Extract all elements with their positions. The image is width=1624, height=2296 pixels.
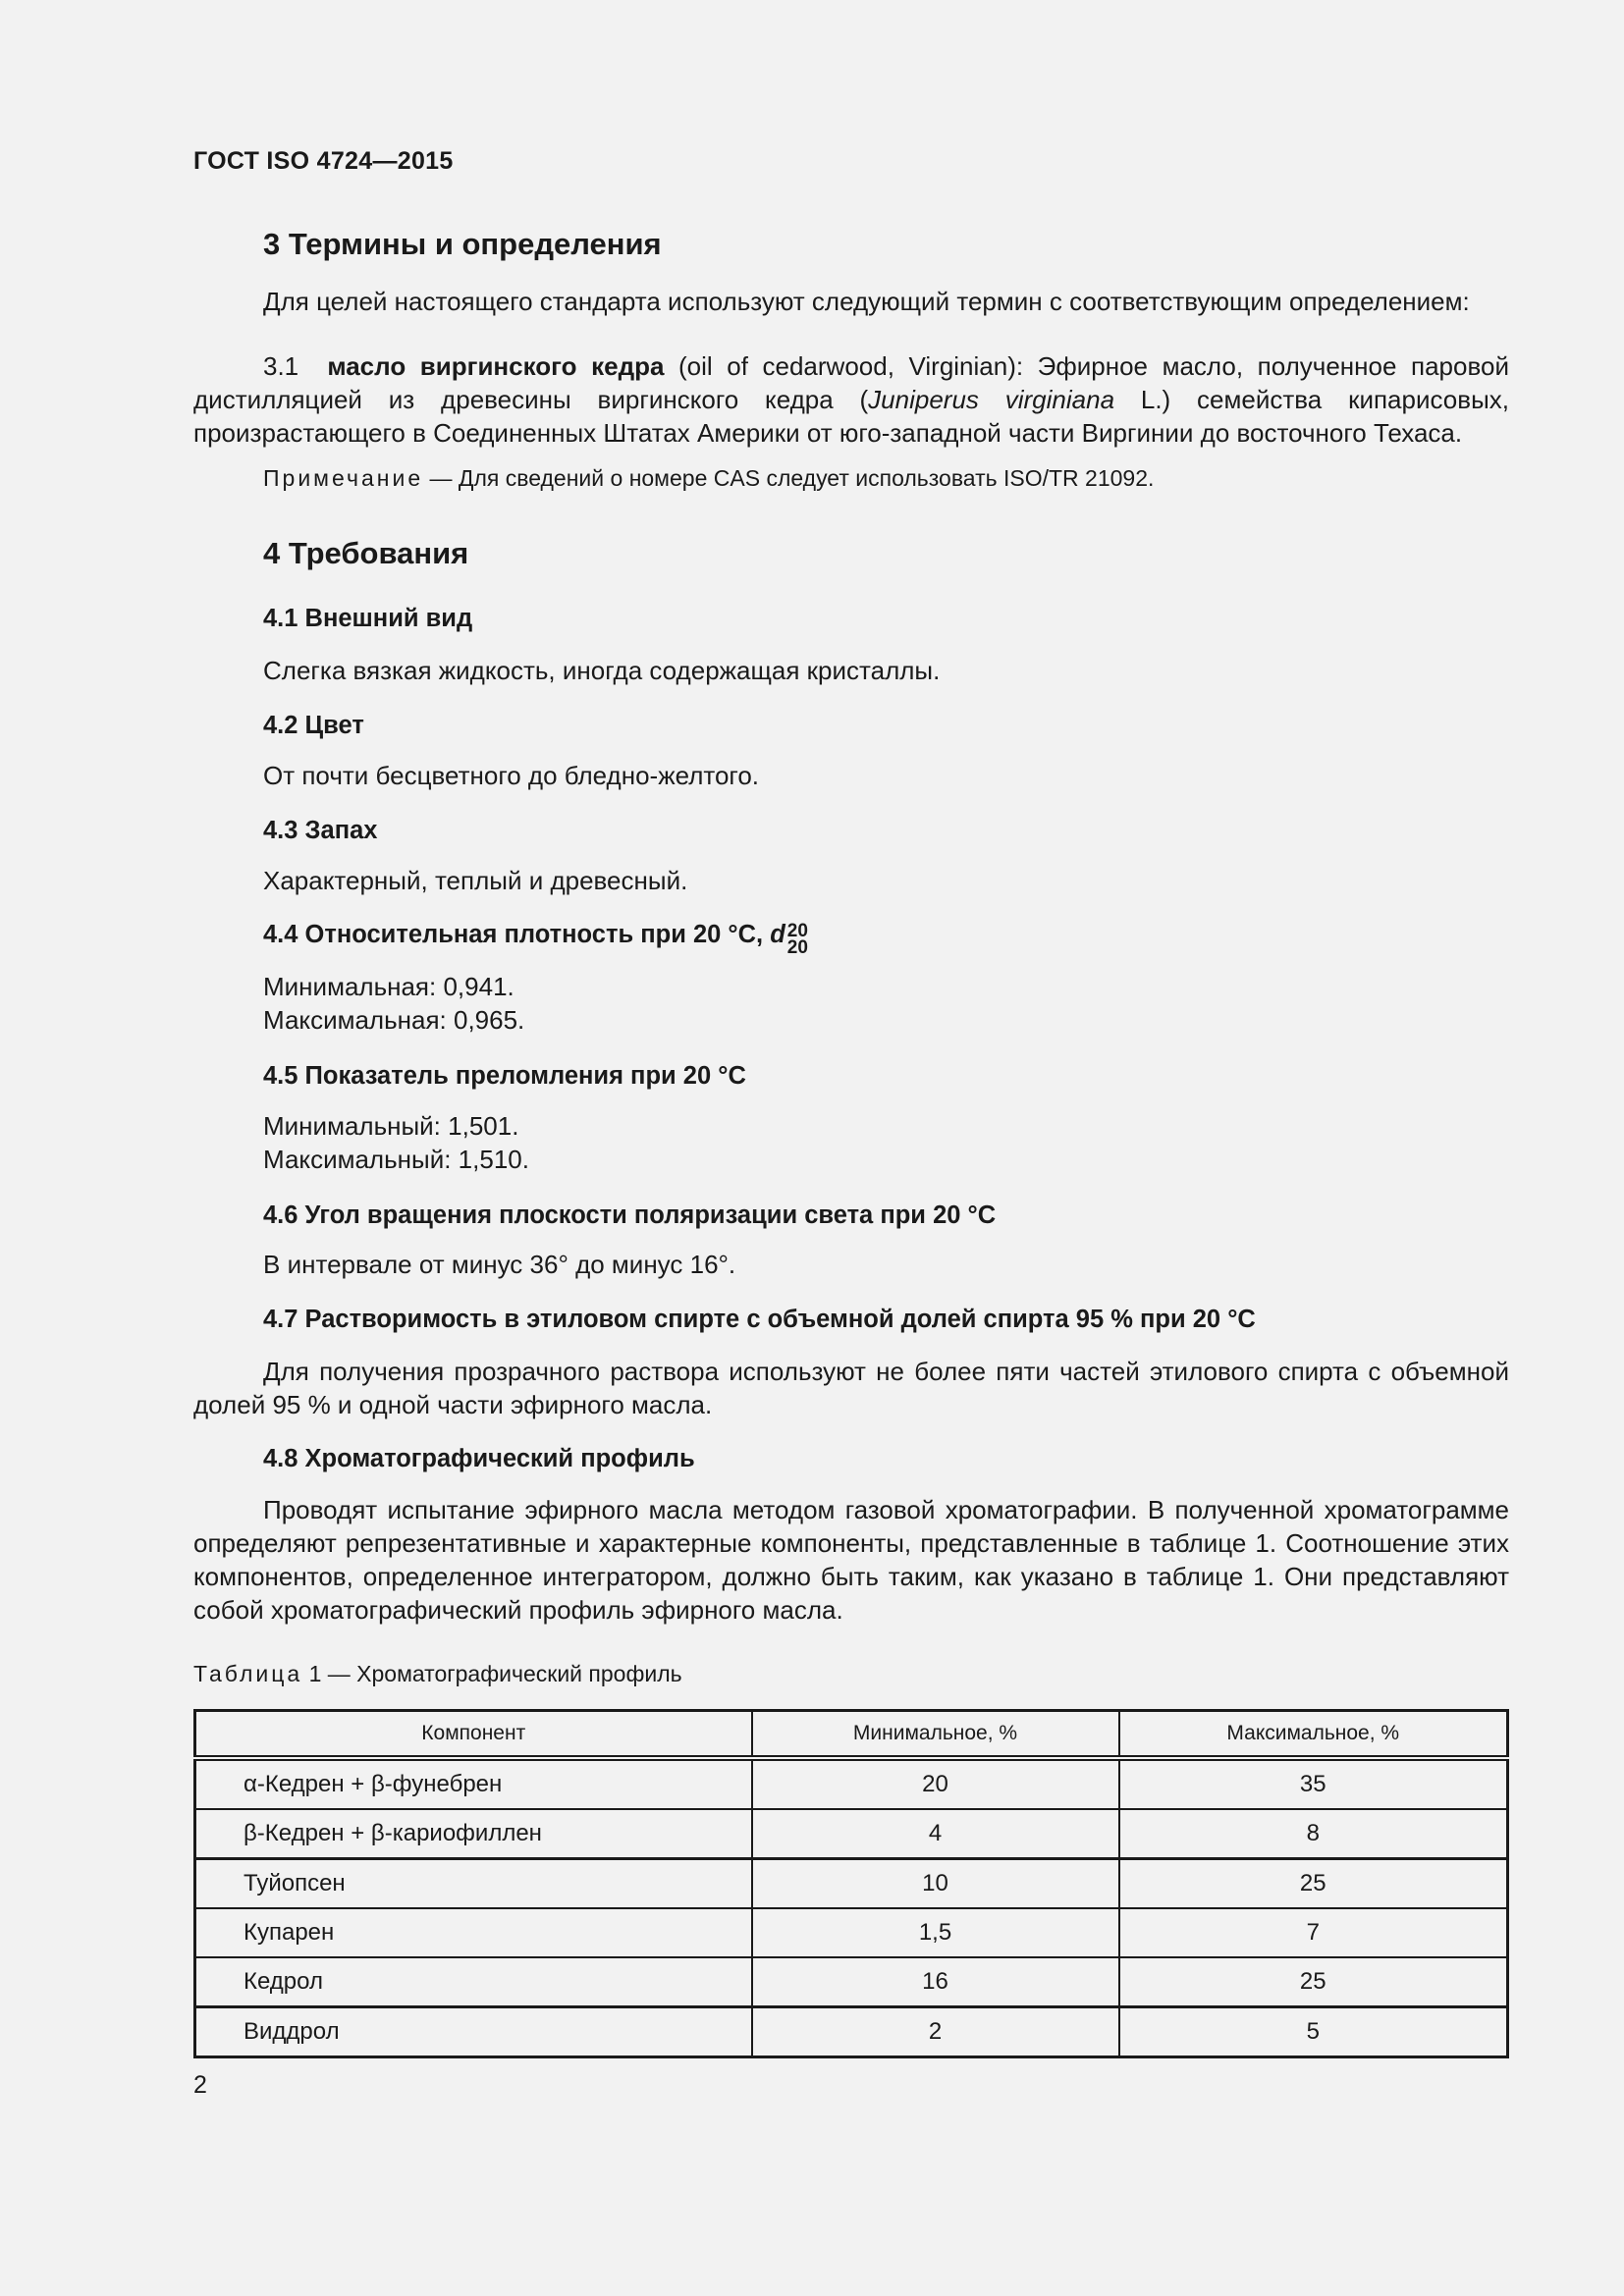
table-row: [195, 1957, 1508, 2007]
table-caption-label: Таблица: [193, 1661, 303, 1686]
section-4-6-text: В интервале от минус 36° до минус 16°.: [263, 1250, 736, 1279]
table-caption-text: 1 — Хроматографический профиль: [302, 1661, 682, 1686]
section-4-5-title: 4.5 Показатель преломления при 20 °С: [263, 1062, 746, 1090]
term-text-2: L.) семейства кипарисовых, произрастающего в Соединенных Штатах Америки от юго-западной части Виргинии до восточного Техаса.: [193, 385, 1509, 448]
section-4-2-title: 4.2 Цвет: [263, 712, 364, 739]
section-4-1-title: 4.1 Внешний вид: [263, 605, 473, 632]
note-text: — Для сведений о номере CAS следует использовать ISO/TR 21092.: [423, 465, 1155, 491]
section-4-6-title: 4.6 Угол вращения плоскости поляризации света при 20 °С: [263, 1201, 997, 1229]
density-sub: 20: [786, 937, 808, 958]
term-name: масло виргинского кедра: [327, 351, 665, 381]
term-latin: Juniperus virginiana: [868, 385, 1115, 414]
document-header: ГОСТ ISO 4724—2015: [193, 147, 454, 175]
cell-min: 1,5: [752, 1908, 1119, 1957]
section-4-8-text: Проводят испытание эфирного масла методом газовой хроматографии. В полученной хроматограмме определяют репрезентативные и характерные компоненты, представленные в таблице 1. Соотношение этих компонентов, определенное интегратором, должно быть таким, как указано в таблице 1. Они представляют собой хроматографический профиль эфирного масла.: [193, 1495, 1509, 1625]
page-number: 2: [193, 2071, 207, 2099]
cell-max: 25: [1119, 1957, 1508, 2007]
refraction-min: Минимальный: 1,501.: [263, 1111, 519, 1141]
section-4-4-title: [263, 921, 808, 956]
cell-max: 35: [1119, 1758, 1508, 1809]
table-caption: [193, 1661, 682, 1687]
cell-component: Кедрол: [195, 1957, 752, 2007]
cell-min: 2: [752, 2007, 1119, 2057]
section-4-1-text: Слегка вязкая жидкость, иногда содержащая кристаллы.: [263, 656, 941, 685]
cell-component: β-Кедрен + β-кариофиллен: [195, 1809, 752, 1859]
section-4-2-text: От почти бесцветного до бледно-желтого.: [263, 761, 760, 790]
density-symbol: d: [770, 921, 785, 948]
header-component: Компонент: [195, 1711, 752, 1759]
refraction-max: Максимальный: 1,510.: [263, 1145, 529, 1174]
cell-component: Виддрол: [195, 2007, 752, 2057]
density-indices: [787, 923, 808, 956]
table-row: [195, 2007, 1508, 2057]
cell-max: 8: [1119, 1809, 1508, 1859]
section-4-4-title-text: 4.4 Относительная плотность при 20 °С,: [263, 921, 771, 948]
table-row: [195, 1758, 1508, 1809]
chromatographic-profile-table: [193, 1709, 1509, 2058]
cell-max: 25: [1119, 1859, 1508, 1909]
cell-max: 5: [1119, 2007, 1508, 2057]
term-number: 3.1: [263, 351, 299, 381]
cell-min: 20: [752, 1758, 1119, 1809]
section-4-3-text: Характерный, теплый и древесный.: [263, 866, 688, 895]
cell-min: 10: [752, 1859, 1119, 1909]
cell-component: α-Кедрен + β-фунебрен: [195, 1758, 752, 1809]
term-text-1: (oil of cedarwood, Virginian): Эфирное масло, полученное паровой дистилляцией из древесины виргинского кедра (: [193, 351, 1509, 414]
note-label: Примечание: [263, 465, 424, 491]
density-sup: 20: [786, 921, 808, 941]
term-definition: [193, 349, 1509, 450]
cell-min: 4: [752, 1809, 1119, 1859]
cell-component: Туйопсен: [195, 1859, 752, 1909]
density-max: Максимальная: 0,965.: [263, 1005, 525, 1035]
note: [263, 465, 1154, 492]
section-4-title: 4 Требования: [263, 536, 469, 570]
cell-max: 7: [1119, 1908, 1508, 1957]
table-header-row: [195, 1711, 1508, 1759]
table-row: [195, 1859, 1508, 1909]
cell-component: Купарен: [195, 1908, 752, 1957]
header-max: Максимальное, %: [1119, 1711, 1508, 1759]
table-row: [195, 1809, 1508, 1859]
section-4-7-title: 4.7 Растворимость в этиловом спирте с объемной долей спирта 95 % при 20 °С: [263, 1306, 1256, 1333]
table-row: [195, 1908, 1508, 1957]
section-4-3-title: 4.3 Запах: [263, 817, 378, 844]
section-3-title: 3 Термины и определения: [263, 227, 662, 261]
section-4-8-title: 4.8 Хроматографический профиль: [263, 1445, 695, 1472]
header-min: Минимальное, %: [752, 1711, 1119, 1759]
cell-min: 16: [752, 1957, 1119, 2007]
density-min: Минимальная: 0,941.: [263, 972, 514, 1001]
section-3-intro: Для целей настоящего стандарта используют следующий термин с соответствующим определением:: [263, 287, 1470, 316]
section-4-7-text: Для получения прозрачного раствора используют не более пяти частей этилового спирта с объемной долей 95 % и одной части эфирного масла.: [193, 1357, 1509, 1419]
